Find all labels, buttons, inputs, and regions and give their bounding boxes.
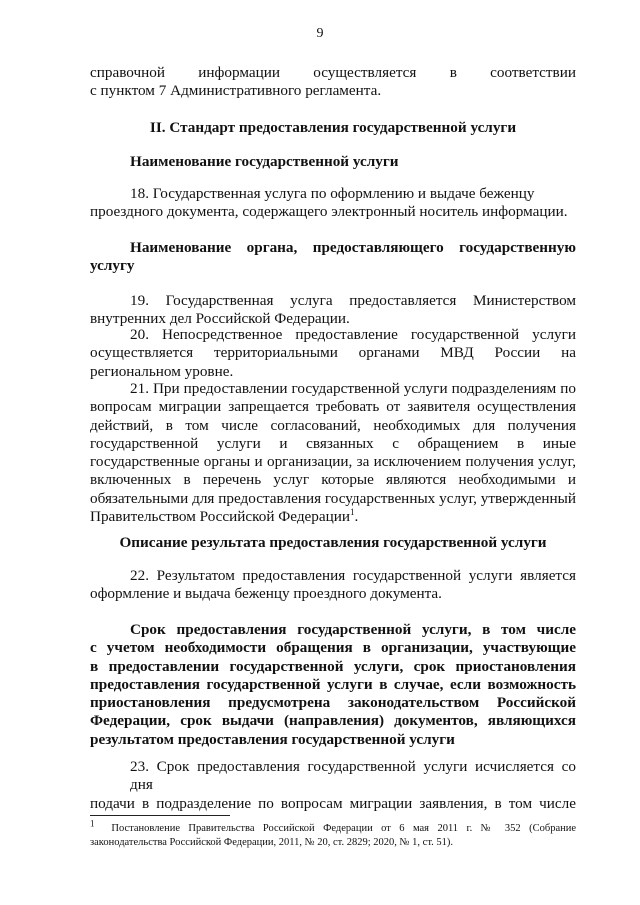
footnote-ref: 1 <box>350 507 355 518</box>
p22-line-1: 22. Результатом предоставления государственной услуги является <box>130 567 576 584</box>
p18-line-2: проездного документа, содержащего электронный носитель информации. <box>90 203 568 221</box>
p21-line-8-end: . <box>354 508 359 526</box>
page-number: 9 <box>316 26 324 41</box>
p20-line-3: региональном уровне. <box>90 362 234 380</box>
section-heading: II. Стандарт предоставления государственной услуги <box>149 119 517 136</box>
paragraph-22 <box>90 567 576 604</box>
subheading-authority <box>90 239 576 276</box>
subheading-term <box>90 621 576 749</box>
paragraph-23 <box>90 758 576 813</box>
sub2-line-1: Наименование органа, предоставляющего государственную <box>130 239 576 256</box>
paragraph-18 <box>90 185 576 222</box>
intro-line-1: справочной информации осуществляется в соответствии <box>90 64 576 81</box>
footnote-text-1: Постановление Правительства Российской Федерации от 6 мая 2011 г. № 352 (Собрание <box>111 823 577 834</box>
p21-line-8 <box>90 508 576 526</box>
p19-line-1: 19. Государственная услуга предоставляется Министерством <box>130 292 576 309</box>
p21-line-2: вопросам миграции запрещается требовать от заявителя осуществления <box>90 398 576 416</box>
p21-line-5: государственные органы и организации, за исключением получения услуг, <box>90 453 576 471</box>
p21-line-8-text: Правительством Российской Федерации <box>90 508 351 526</box>
p20-line-1: 20. Непосредственное предоставление государственной услуги <box>130 326 576 343</box>
paragraph-21 <box>90 380 576 526</box>
sub4-line-5: приостановления предусмотрена законодательством Российской <box>90 694 576 712</box>
subheading-service-name: Наименование государственной услуги <box>130 153 399 170</box>
p19-line-2: внутренних дел Российской Федерации. <box>90 310 350 328</box>
paragraph-20 <box>90 326 576 381</box>
p20-line-2: осуществляется территориальными органами МВД России на <box>90 344 576 362</box>
p18-line-1: 18. Государственная услуга по оформлению и выдаче беженцу <box>130 185 535 202</box>
sub4-line-1: Срок предоставления государственной услуги, в том числе <box>130 621 576 638</box>
p22-line-2: оформление и выдача беженцу проездного документа. <box>90 585 442 603</box>
footnote <box>90 818 577 850</box>
p23-line-1: 23. Срок предоставления государственной услуги исчисляется со дня <box>130 758 576 794</box>
sub4-line-6: Федерации, срок выдачи (направления) документов, являющихся <box>90 712 576 730</box>
subheading-result: Описание результата предоставления государственной услуги <box>119 534 547 551</box>
sub4-line-4: предоставления государственной услуги в случае, если возможность <box>90 675 576 693</box>
sub4-line-7: результатом предоставления государственной услуги <box>90 730 455 748</box>
p21-line-7: обязательными для предоставления государственных услуг, утвержденный <box>90 489 576 507</box>
sub4-line-2: с учетом необходимости обращения в организации, участвующие <box>90 639 576 657</box>
sub4-line-3: в предоставлении государственной услуги, срок приостановления <box>90 657 576 675</box>
intro-paragraph <box>90 64 576 101</box>
p21-line-6: включенных в перечень услуг которые являются необходимыми и <box>90 471 576 489</box>
paragraph-19 <box>90 292 576 329</box>
footnote-divider <box>90 815 230 816</box>
p21-line-1: 21. При предоставлении государственной услуги подразделениям по <box>130 380 576 397</box>
intro-line-2: с пунктом 7 Административного регламента. <box>90 82 382 100</box>
footnote-mark: 1 <box>90 818 95 829</box>
footnote-line-1 <box>90 818 577 836</box>
p21-line-4: государственной услуги и связанных с обращением в иные <box>90 434 576 452</box>
sub2-line-2: услугу <box>90 257 135 275</box>
p21-line-3: действий, в том числе согласований, необходимых для получения <box>90 416 576 434</box>
p23-line-2: подачи в подразделение по вопросам миграции заявления, в том числе <box>90 794 576 812</box>
footnote-line-2: законодательства Российской Федерации, 2011, № 20, ст. 2829; 2020, № 1, ст. 51). <box>90 837 453 848</box>
